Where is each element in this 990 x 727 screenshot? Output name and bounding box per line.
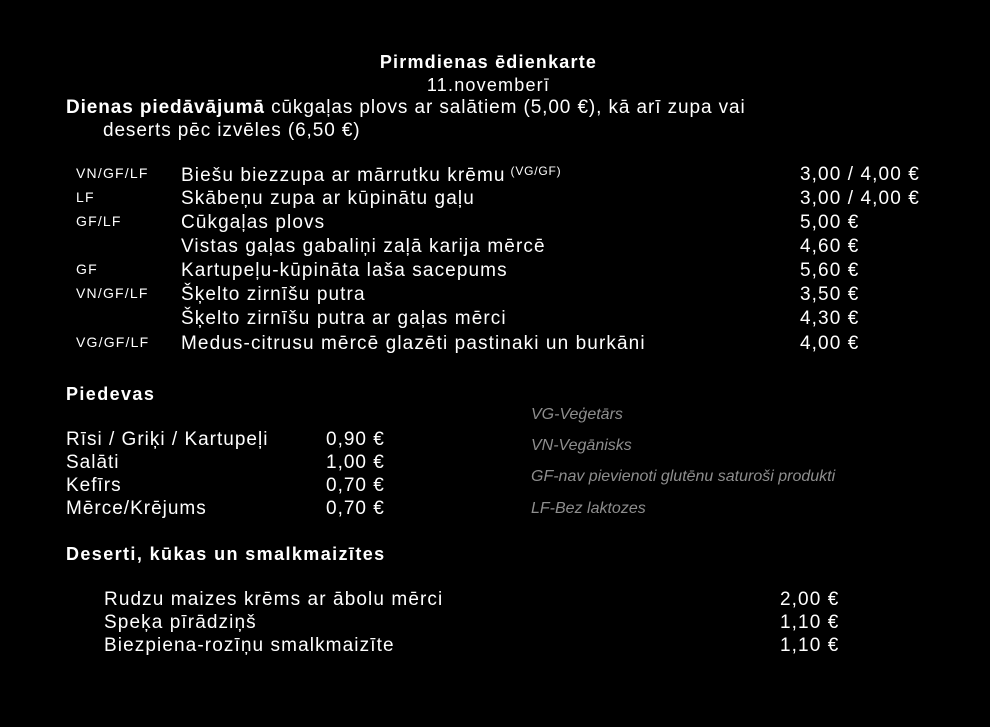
dish-name: Cūkgaļas plovs [181, 212, 326, 233]
menu-item [0, 188, 990, 212]
daily-offer-lead: Dienas piedāvājumā [66, 97, 265, 118]
dessert-item [104, 635, 864, 658]
side-name: Salāti [66, 452, 120, 473]
legend-item: GF-nav pievienoti glutēnu saturoši produkti [531, 468, 836, 485]
dish-price: 5,60 € [800, 260, 860, 281]
dish-name: Skābeņu zupa ar kūpinātu gaļu [181, 188, 475, 209]
dish-price: 4,60 € [800, 236, 860, 257]
legend-item: VN-Vegānisks [531, 437, 632, 454]
side-price: 1,00 € [326, 452, 385, 473]
menu-title: Pirmdienas ēdienkarte [379, 52, 598, 72]
menu-item [0, 164, 990, 188]
side-name: Rīsi / Griķi / Kartupeļi [66, 429, 269, 450]
dessert-price: 1,10 € [780, 635, 840, 656]
side-price: 0,70 € [326, 498, 385, 519]
legend-item: VG-Veģetārs [531, 406, 623, 423]
daily-offer-line2: deserts pēc izvēles (6,50 €) [103, 120, 361, 141]
desserts-heading: Deserti, kūkas un smalkmaizītes [66, 544, 386, 564]
dish-price: 3,00 / 4,00 € [800, 164, 920, 185]
dessert-name: Speķa pīrādziņš [104, 612, 257, 633]
dish-name: Kartupeļu-kūpināta laša sacepums [181, 260, 508, 281]
side-item [66, 498, 406, 521]
dessert-name: Biezpiena-rozīņu smalkmaizīte [104, 635, 395, 656]
diet-tag: GF/LF [76, 213, 122, 229]
diet-tag: VN/GF/LF [76, 285, 149, 301]
dish-price: 5,00 € [800, 212, 860, 233]
dessert-price: 1,10 € [780, 612, 840, 633]
side-item [66, 429, 406, 452]
dish-name: Biešu biezzupa ar mārrutku krēmu $^{(VG/GF)}$ [181, 164, 562, 186]
dish-note: (VG/GF) [510, 164, 562, 178]
dessert-price: 2,00 € [780, 589, 840, 610]
menu-item [0, 236, 990, 260]
menu-item [0, 284, 990, 308]
side-item [66, 475, 406, 498]
dish-name: Šķelto zirnīšu putra ar gaļas mērci [181, 308, 507, 329]
legend-item: LF-Bez laktozes [531, 500, 646, 517]
side-price: 0,70 € [326, 475, 385, 496]
diet-tag: VN/GF/LF [76, 165, 149, 181]
dessert-item [104, 612, 864, 635]
menu-item [0, 333, 990, 357]
dessert-item [104, 589, 864, 612]
dish-price: 3,00 / 4,00 € [800, 188, 920, 209]
dish-name: Medus-citrusu mērcē glazēti pastinaki un burkāni [181, 333, 646, 354]
diet-tag: LF [76, 189, 95, 205]
dish-price: 3,50 € [800, 284, 860, 305]
diet-tag: GF [76, 261, 98, 277]
side-name: Kefīrs [66, 475, 122, 496]
diet-tag: VG/GF/LF [76, 334, 150, 350]
sides-heading: Piedevas [66, 384, 156, 404]
dish-name: Šķelto zirnīšu putra [181, 284, 366, 305]
menu-item [0, 212, 990, 236]
dish-price: 4,00 € [800, 333, 860, 354]
dish-price: 4,30 € [800, 308, 860, 329]
menu-item [0, 260, 990, 284]
daily-offer-rest: cūkgaļas plovs ar salātiem (5,00 €), kā arī zupa vai [264, 97, 746, 118]
dessert-name: Rudzu maizes krēms ar ābolu mērci [104, 589, 444, 610]
side-price: 0,90 € [326, 429, 385, 450]
menu-date: 11.novemberī [426, 75, 551, 95]
daily-offer-text [66, 96, 746, 142]
dish-name: Vistas gaļas gabaliņi zaļā karija mērcē [181, 236, 546, 257]
menu-item [0, 308, 990, 332]
side-name: Mērce/Krējums [66, 498, 207, 519]
side-item [66, 452, 406, 475]
